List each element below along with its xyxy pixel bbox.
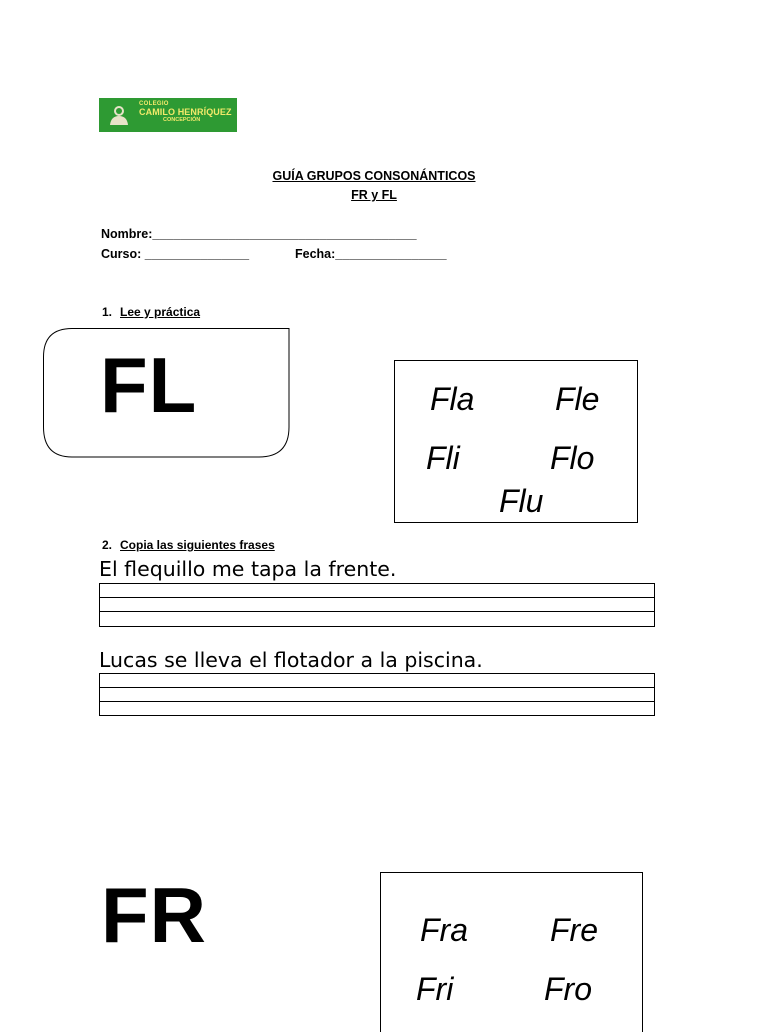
syllable-fre: Fre — [550, 912, 598, 948]
date-field[interactable]: Fecha:________________ — [295, 247, 447, 261]
fl-syllable-box — [394, 360, 638, 523]
logo-line-3: CONCEPCIÓN — [163, 117, 201, 123]
syllable-flo: Flo — [550, 440, 595, 476]
fl-big-letters: FL — [100, 341, 198, 429]
logo-text — [139, 101, 232, 124]
section-1-label: Lee y práctica — [120, 305, 201, 319]
portrait-crest-icon — [107, 103, 131, 127]
writing-line[interactable] — [100, 674, 654, 688]
logo-line-2: CAMILO HENRÍQUEZ — [139, 107, 232, 117]
phrase-2: Lucas se lleva el flotador a la piscina. — [99, 648, 483, 672]
section-1-number: 1. — [102, 305, 113, 319]
section-2-label: Copia las siguientes frases — [120, 538, 275, 552]
logo-line-1: COLEGIO — [139, 101, 169, 107]
writing-lines-1[interactable] — [99, 583, 655, 627]
phrase-1: El flequillo me tapa la frente. — [99, 557, 397, 581]
syllable-flu: Flu — [499, 483, 544, 519]
course-field[interactable]: Curso: _______________ — [101, 247, 250, 261]
syllable-fri: Fri — [416, 971, 454, 1007]
name-field[interactable]: Nombre:______________________________________ — [101, 227, 417, 241]
section-1-heading — [102, 305, 200, 319]
page-subtitle: FR y FL — [351, 188, 397, 202]
syllable-fle: Fle — [555, 381, 600, 417]
writing-line[interactable] — [100, 598, 654, 612]
section-2-number: 2. — [102, 538, 113, 552]
writing-line[interactable] — [100, 584, 654, 598]
fr-syllable-box — [380, 872, 643, 1032]
page-title: GUÍA GRUPOS CONSONÁNTICOS — [272, 169, 476, 183]
syllable-fla: Fla — [430, 381, 475, 417]
writing-line[interactable] — [100, 612, 654, 626]
syllable-fra: Fra — [420, 912, 468, 948]
syllable-fli: Fli — [426, 440, 460, 476]
fr-big-letters: FR — [101, 871, 207, 959]
syllable-fro: Fro — [544, 971, 592, 1007]
writing-lines-2[interactable] — [99, 673, 655, 716]
school-logo — [99, 98, 237, 132]
writing-line[interactable] — [100, 688, 654, 702]
section-2-heading — [102, 538, 275, 552]
writing-line[interactable] — [100, 702, 654, 715]
